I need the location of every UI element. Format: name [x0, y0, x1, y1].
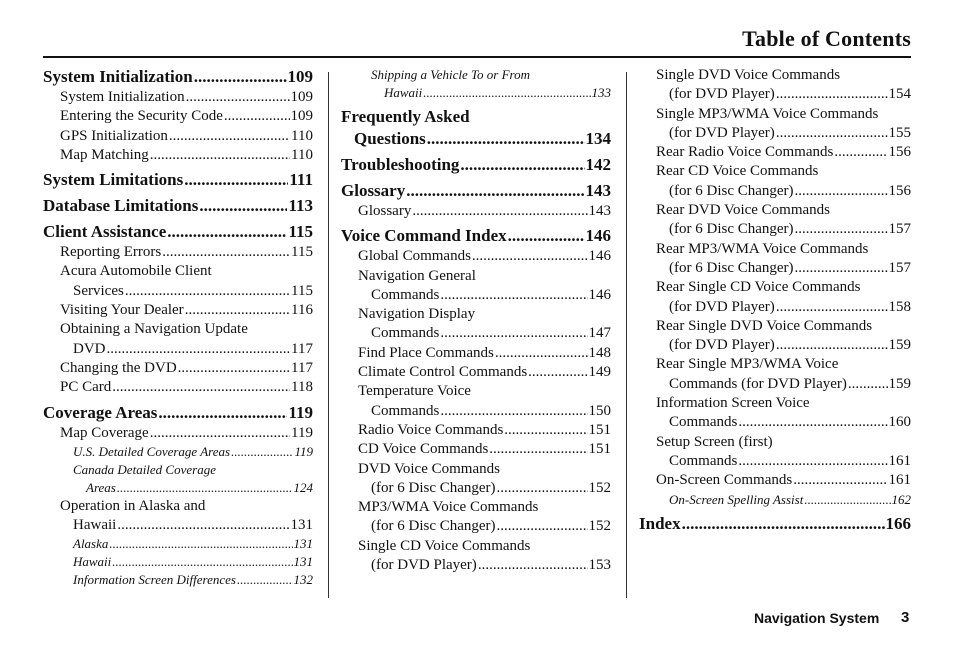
toc-entry-label: Hawaii	[73, 517, 117, 534]
toc-entry-label: Commands	[669, 452, 738, 469]
toc-entry-label[interactable]: Setup Screen (first)	[656, 433, 773, 450]
toc-page-number: 118	[291, 379, 313, 396]
dot-leader	[528, 363, 587, 382]
toc-entry[interactable]	[639, 491, 911, 509]
toc-page-number: 111	[289, 170, 313, 190]
toc-entry[interactable]	[43, 243, 313, 262]
toc-entry[interactable]	[43, 553, 313, 571]
dot-leader	[793, 471, 887, 490]
toc-entry[interactable]	[639, 413, 911, 432]
dot-leader	[776, 124, 888, 143]
toc-page-number: 131	[293, 536, 313, 552]
toc-entry-label: (for DVD Player)	[669, 298, 775, 315]
toc-page-number: 116	[291, 302, 313, 319]
toc-entry[interactable]	[639, 375, 911, 394]
toc-entry-label: U.S. Detailed Coverage Areas	[73, 443, 231, 459]
toc-page-number: 151	[588, 421, 611, 438]
toc-entry[interactable]	[43, 146, 313, 165]
toc-page-number: 117	[291, 340, 313, 357]
toc-entry[interactable]	[43, 88, 313, 107]
toc-entry-label: Information Screen Differences	[73, 572, 236, 588]
toc-entry[interactable]	[639, 471, 911, 490]
toc-entry-label: (for DVD Player)	[371, 557, 477, 574]
toc-entry-label[interactable]: Rear MP3/WMA Voice Commands	[656, 240, 869, 257]
toc-entry-label: CD Voice Commands	[358, 441, 489, 458]
toc-page-number: 115	[291, 244, 313, 261]
toc-entry-label[interactable]: Shipping a Vehicle To or From	[371, 67, 531, 82]
toc-entry[interactable]	[341, 421, 611, 440]
toc-page-number: 119	[288, 402, 313, 422]
title-rule	[43, 56, 911, 58]
dot-leader	[412, 202, 587, 221]
toc-entry-label[interactable]: Rear Single MP3/WMA Voice	[656, 356, 839, 373]
column-divider	[626, 72, 627, 598]
toc-page-number: 159	[888, 337, 911, 354]
toc-entry-label[interactable]: Canada Detailed Coverage	[73, 461, 216, 477]
dot-leader	[194, 66, 287, 88]
footer-section-title: Navigation System	[754, 610, 880, 626]
dot-leader	[117, 516, 289, 535]
dot-leader	[497, 479, 588, 498]
toc-entry[interactable]	[341, 286, 611, 305]
toc-page-number: 119	[291, 424, 313, 441]
toc-page-number: 156	[888, 144, 911, 161]
toc-entry-label: System Initialization	[43, 67, 193, 86]
toc-entry-label: Reporting Errors	[60, 244, 162, 261]
toc-page-number: 146	[585, 226, 611, 246]
dot-leader	[162, 243, 290, 262]
toc-entry-label[interactable]: Rear CD Voice Commands	[656, 163, 819, 180]
dot-leader	[489, 440, 587, 459]
toc-entry[interactable]	[639, 220, 911, 239]
toc-entry-label: Voice Command Index	[341, 226, 507, 246]
toc-page-number: 155	[888, 124, 911, 141]
toc-column-1	[43, 66, 313, 589]
toc-entry-label[interactable]: Navigation General	[358, 267, 476, 284]
toc-page-number: 158	[888, 298, 911, 315]
toc-page-number: 132	[293, 572, 313, 588]
toc-entry-label: (for DVD Player)	[669, 124, 775, 141]
toc-heading[interactable]	[341, 128, 611, 150]
dot-leader	[185, 301, 290, 320]
toc-entry[interactable]	[43, 535, 313, 553]
toc-entry-label: Find Place Commands	[358, 344, 494, 361]
toc-entry-label: (for DVD Player)	[669, 86, 775, 103]
toc-entry[interactable]	[43, 127, 313, 146]
toc-entry-label: Changing the DVD	[60, 359, 177, 376]
toc-entry-label: System Initialization	[60, 89, 185, 105]
dot-leader	[804, 491, 890, 509]
dot-leader	[423, 84, 590, 102]
toc-entry-label: Climate Control Commands	[358, 364, 528, 381]
dot-leader	[738, 413, 887, 432]
dot-leader	[167, 221, 287, 243]
toc-entry[interactable]	[341, 247, 611, 266]
toc-entry-label[interactable]: Rear Single CD Voice Commands	[656, 279, 861, 296]
toc-entry[interactable]	[639, 298, 911, 317]
toc-page-number: 119	[294, 443, 313, 459]
toc-page-number: 131	[293, 554, 313, 570]
toc-page-number: 161	[888, 472, 911, 489]
toc-entry[interactable]	[341, 84, 611, 102]
toc-entry-label: Questions	[354, 129, 426, 148]
toc-entry-label: Areas	[86, 479, 116, 495]
page-title: Table of Contents	[742, 26, 911, 51]
toc-entry-label: (for 6 Disc Changer)	[669, 182, 794, 199]
toc-entry-label: Map Matching	[60, 146, 149, 163]
toc-entry[interactable]	[341, 402, 611, 421]
toc-entry-label: Commands (for DVD Player)	[669, 375, 847, 392]
toc-page-number: 143	[585, 181, 611, 200]
dot-leader	[440, 324, 587, 343]
toc-entry-label: (for 6 Disc Changer)	[669, 221, 794, 238]
toc-page-number: 161	[888, 452, 911, 469]
dot-leader	[237, 571, 293, 589]
dot-leader	[738, 452, 887, 471]
dot-leader	[848, 375, 888, 394]
toc-page-number: 160	[888, 414, 911, 431]
toc-page-number: 109	[290, 108, 313, 125]
toc-entry[interactable]	[341, 556, 611, 575]
toc-entry[interactable]	[43, 359, 313, 378]
dot-leader	[508, 225, 585, 247]
toc-page-number: 113	[288, 196, 313, 216]
toc-entry-label: Commands	[371, 286, 440, 303]
dot-leader	[406, 180, 584, 202]
dot-leader	[472, 247, 588, 266]
dot-leader	[795, 182, 888, 201]
toc-entry[interactable]	[341, 517, 611, 536]
dot-leader	[834, 143, 887, 162]
dot-leader	[795, 220, 888, 239]
toc-entry[interactable]	[43, 282, 313, 301]
toc-heading[interactable]	[43, 402, 313, 424]
toc-page-number: 154	[888, 86, 911, 103]
toc-entry-label: Visiting Your Dealer	[60, 302, 184, 319]
toc-entry[interactable]	[43, 424, 313, 443]
toc-entry-label: (for 6 Disc Changer)	[371, 518, 496, 535]
toc-entry-label[interactable]: Temperature Voice	[358, 383, 471, 400]
toc-page-number: 117	[291, 359, 313, 376]
toc-entry-label[interactable]: Navigation Display	[358, 306, 476, 323]
toc-entry-label: GPS Initialization	[60, 127, 168, 144]
toc-heading[interactable]	[43, 169, 313, 191]
toc-page-number: 124	[293, 479, 313, 495]
dot-leader	[186, 88, 290, 107]
toc-page-number: 147	[588, 325, 611, 342]
dot-leader	[460, 154, 584, 176]
dot-leader	[776, 298, 888, 317]
toc-entry[interactable]	[639, 336, 911, 355]
toc-entry-label: Services	[73, 282, 124, 299]
toc-entry[interactable]	[639, 124, 911, 143]
toc-page-number: 115	[288, 222, 313, 242]
toc-entry[interactable]	[639, 85, 911, 104]
dot-leader	[231, 443, 293, 461]
dot-leader	[150, 424, 290, 443]
toc-entry-label: On-Screen Spelling Assist	[669, 491, 804, 507]
dot-leader	[158, 402, 287, 424]
toc-entry-label[interactable]: Information Screen Voice	[656, 395, 810, 412]
toc-page-number: 146	[588, 286, 611, 303]
toc-entry[interactable]	[43, 443, 313, 461]
dot-leader	[112, 553, 292, 571]
toc-entry-label: Global Commands	[358, 248, 471, 265]
toc-entry-label: (for 6 Disc Changer)	[669, 259, 794, 276]
dot-leader	[776, 85, 888, 104]
dot-leader	[440, 286, 587, 305]
toc-entry[interactable]	[43, 378, 313, 397]
toc-page-number: 162	[891, 491, 911, 507]
toc-entry-label[interactable]: Obtaining a Navigation Update	[60, 321, 248, 338]
toc-page-number: 133	[591, 85, 611, 100]
toc-entry-label[interactable]: DVD Voice Commands	[358, 460, 500, 477]
toc-entry-label: Alaska	[73, 536, 109, 552]
toc-entry-label: Entering the Security Code	[60, 108, 223, 125]
toc-entry[interactable]	[43, 516, 313, 535]
toc-entry-label[interactable]: Rear Single DVD Voice Commands	[656, 317, 873, 334]
toc-entry-label: Hawaii	[384, 85, 423, 100]
dot-leader	[795, 259, 888, 278]
toc-heading[interactable]	[43, 66, 313, 88]
toc-page-number: 146	[588, 248, 611, 265]
dot-leader	[504, 421, 587, 440]
dot-leader	[112, 378, 290, 397]
toc-entry-label: Rear Radio Voice Commands	[656, 144, 834, 161]
toc-page-number: 166	[885, 513, 911, 533]
toc-entry-label[interactable]: Single MP3/WMA Voice Commands	[656, 105, 879, 122]
toc-page-number: 109	[290, 89, 313, 105]
dot-leader	[199, 195, 287, 217]
toc-entry-label: Commands	[371, 402, 440, 419]
toc-page-number: 134	[585, 129, 611, 148]
toc-page-number: 115	[291, 282, 313, 299]
dot-leader	[178, 359, 290, 378]
dot-leader	[497, 517, 588, 536]
toc-entry[interactable]	[341, 363, 611, 382]
toc-entry-label: On-Screen Commands	[656, 472, 793, 489]
toc-entry[interactable]	[639, 182, 911, 201]
dot-leader	[495, 344, 588, 363]
dot-leader	[427, 128, 585, 150]
dot-leader	[224, 107, 290, 126]
toc-entry-label[interactable]: MP3/WMA Voice Commands	[358, 499, 539, 516]
toc-page-number: 131	[290, 517, 313, 534]
toc-page-number: 150	[588, 402, 611, 419]
toc-entry-label: Glossary	[358, 203, 412, 219]
toc-page-number: 109	[287, 67, 313, 86]
dot-leader	[440, 402, 587, 421]
toc-entry-label: DVD	[73, 340, 106, 357]
toc-entry-label: (for 6 Disc Changer)	[371, 479, 496, 496]
toc-entry[interactable]	[639, 143, 911, 162]
toc-entry-label: System Limitations	[43, 170, 184, 190]
toc-entry-label: Troubleshooting	[341, 155, 460, 174]
toc-page-number: 151	[588, 441, 611, 458]
toc-entry-label: PC Card	[60, 379, 112, 396]
toc-entry-label[interactable]: Operation in Alaska and	[60, 497, 206, 514]
toc-entry[interactable]	[43, 571, 313, 589]
dot-leader	[107, 340, 291, 359]
toc-entry-label: Coverage Areas	[43, 402, 158, 422]
toc-entry[interactable]	[341, 479, 611, 498]
toc-heading-label[interactable]: Frequently Asked	[341, 107, 470, 126]
toc-page-number: 152	[588, 518, 611, 535]
toc-entry-label: Hawaii	[73, 554, 112, 570]
toc-entry-label: Client Assistance	[43, 222, 167, 242]
toc-heading[interactable]	[341, 225, 611, 247]
toc-column-2	[341, 66, 611, 575]
toc-entry[interactable]	[341, 324, 611, 343]
dot-leader	[150, 146, 290, 165]
toc-entry[interactable]	[639, 452, 911, 471]
toc-entry[interactable]	[639, 259, 911, 278]
toc-page-number: 142	[585, 155, 611, 174]
toc-entry[interactable]	[341, 440, 611, 459]
toc-entry[interactable]	[341, 202, 611, 221]
toc-heading[interactable]	[639, 513, 911, 535]
toc-entry-label[interactable]: Single CD Voice Commands	[358, 537, 531, 554]
toc-page-number: 110	[291, 127, 313, 144]
toc-entry-label: Commands	[371, 325, 440, 342]
toc-heading[interactable]	[341, 154, 611, 176]
column-divider	[328, 72, 329, 598]
toc-heading[interactable]	[341, 180, 611, 202]
toc-entry-label: Index	[639, 513, 681, 533]
toc-page-number: 148	[588, 344, 611, 361]
toc-entry[interactable]	[341, 344, 611, 363]
toc-entry[interactable]	[43, 107, 313, 126]
toc-page-number: 157	[888, 221, 911, 238]
toc-column-3	[639, 66, 911, 535]
toc-entry-label[interactable]: Single DVD Voice Commands	[656, 67, 841, 83]
toc-page-number: 143	[588, 203, 611, 219]
toc-entry-label: (for DVD Player)	[669, 337, 775, 354]
toc-page-number: 156	[888, 182, 911, 199]
toc-entry-label: Glossary	[341, 181, 406, 200]
dot-leader	[478, 556, 588, 575]
dot-leader	[117, 479, 293, 497]
toc-entry-label: Database Limitations	[43, 196, 199, 216]
toc-entry-label: Commands	[669, 414, 738, 431]
toc-entry[interactable]	[43, 340, 313, 359]
dot-leader	[682, 513, 885, 535]
dot-leader	[776, 336, 888, 355]
toc-page-number: 152	[588, 479, 611, 496]
toc-entry-label: Radio Voice Commands	[358, 421, 504, 438]
dot-leader	[184, 169, 288, 191]
toc-entry[interactable]	[43, 301, 313, 320]
toc-heading[interactable]	[43, 221, 313, 243]
dot-leader	[125, 282, 290, 301]
page-number: 3	[901, 609, 910, 626]
toc-page-number: 149	[588, 364, 611, 381]
dot-leader	[169, 127, 290, 146]
toc-page-number: 159	[888, 375, 911, 392]
toc-entry[interactable]	[43, 479, 313, 497]
dot-leader	[109, 535, 292, 553]
toc-page-number: 110	[291, 146, 313, 163]
toc-page-number: 157	[888, 259, 911, 276]
toc-entry-label[interactable]: Rear DVD Voice Commands	[656, 202, 831, 219]
toc-entry-label: Map Coverage	[60, 424, 149, 441]
toc-page-number: 153	[588, 557, 611, 574]
toc-entry-label[interactable]: Acura Automobile Client	[60, 263, 212, 280]
toc-heading[interactable]	[43, 195, 313, 217]
